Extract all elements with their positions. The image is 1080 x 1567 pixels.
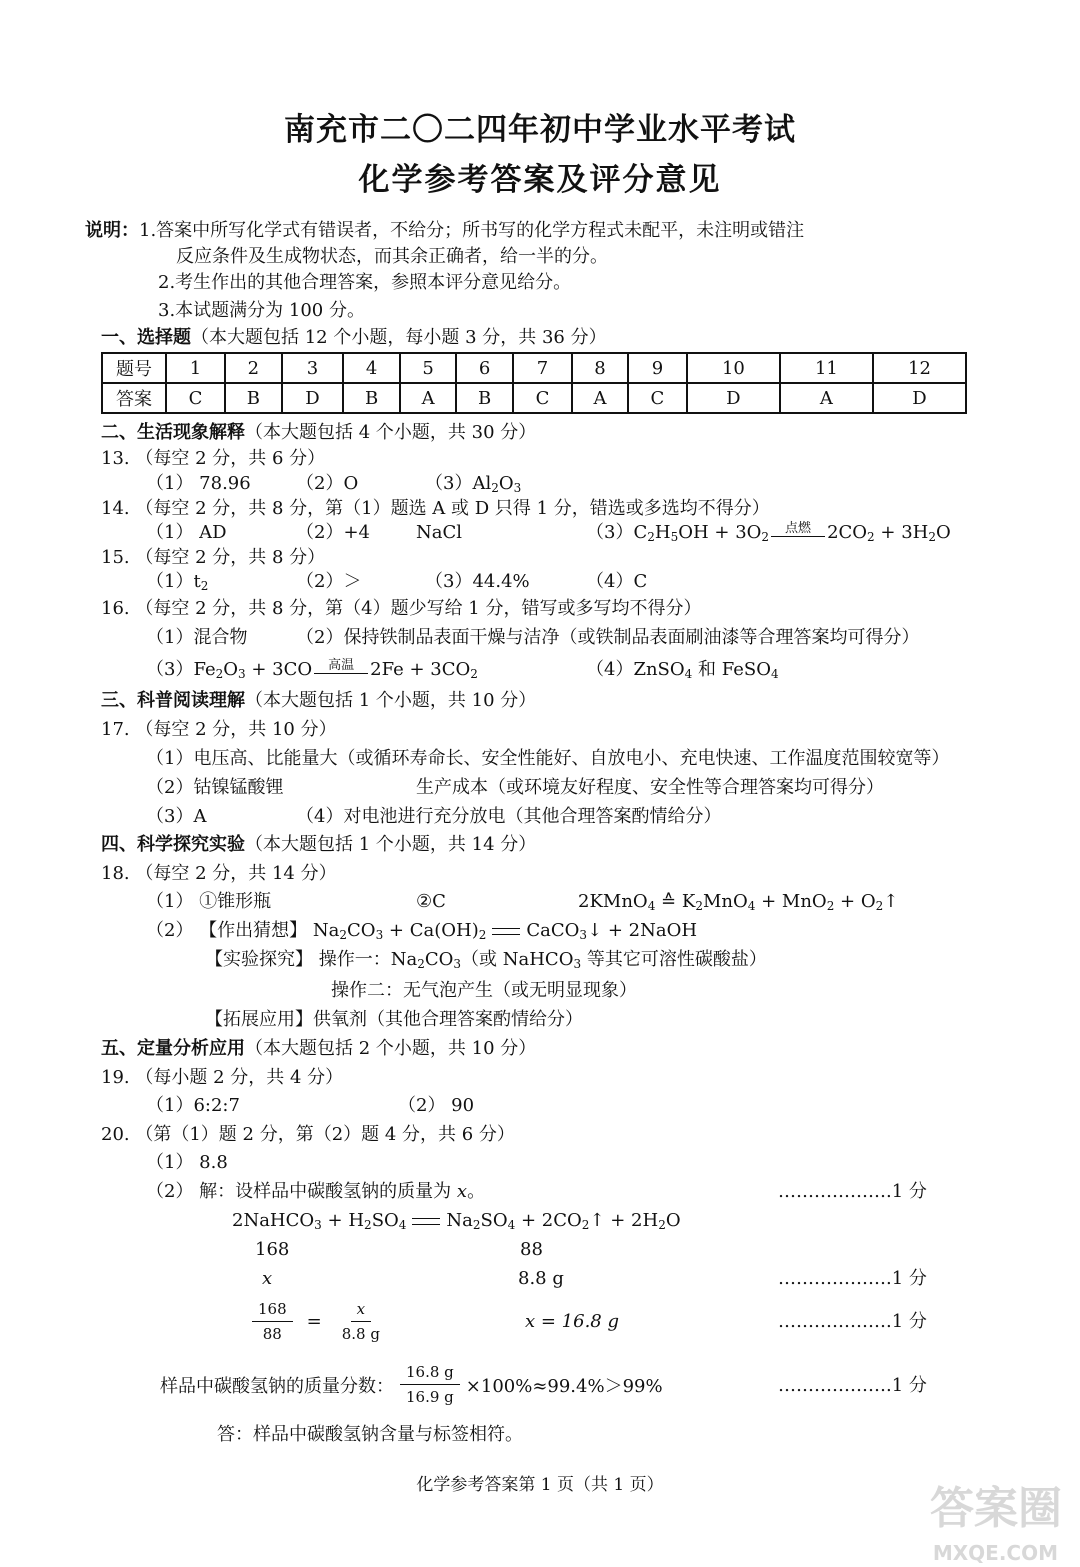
equals-sign	[492, 928, 520, 935]
score-2: ……………….1 分	[778, 1268, 927, 1289]
q19-a1: （1）6:2:7	[146, 1095, 240, 1116]
section-1-title: 一、选择题	[101, 327, 191, 348]
q19-a2: （2） 90	[398, 1095, 475, 1116]
table-cell: B	[225, 383, 282, 413]
q14-head: 14. （每空 2 分，共 8 分，第（1）题选 A 或 D 只得 1 分，错选或多选均不得分）	[101, 498, 770, 519]
title-main: 南充市二〇二四年初中学业水平考试	[284, 112, 796, 148]
section-5-desc: （本大题包括 2 个小题，共 10 分）	[245, 1038, 537, 1059]
q13-a2: （2）O	[296, 473, 359, 494]
proportion	[252, 1300, 386, 1343]
q18-a2: （2） 【作出猜想】 $Na_2CO_3 + Ca(OH)_2$ CaCO$_3$↓ + 2NaOH	[146, 920, 698, 942]
q16-a1: （1）混合物	[146, 627, 248, 648]
score-4: ……………….1 分	[778, 1375, 927, 1396]
section-5-heading	[101, 1038, 536, 1060]
q18-a1b: ②C	[416, 891, 446, 912]
table-cell: 4	[343, 353, 400, 383]
notes-block	[85, 220, 804, 242]
table-cell: 3	[282, 353, 343, 383]
condition-arrow: 高温	[314, 659, 368, 674]
q17-a4: （4）对电池进行充分放电（其他合理答案酌情给分）	[296, 806, 722, 827]
section-1-desc: （本大题包括 12 个小题，每小题 3 分，共 36 分）	[191, 327, 607, 348]
table-cell: D	[873, 383, 966, 413]
q15-a1: $(1)t_2$	[146, 571, 209, 593]
notes-label: 说明：	[85, 220, 139, 241]
table-header-answer: 答案	[102, 383, 166, 413]
table-cell: C	[628, 383, 687, 413]
q15-a3: （3）44.4%	[425, 571, 530, 592]
table-cell: 9	[628, 353, 687, 383]
q15-a2: （2）＞	[296, 571, 362, 592]
table-cell: C	[166, 383, 225, 413]
section-2-heading	[101, 422, 536, 444]
mass-88g: 8.8 g	[518, 1268, 564, 1289]
molar-168: 168	[255, 1239, 290, 1260]
answer-table	[101, 352, 967, 414]
score-3: ……………….1 分	[778, 1311, 927, 1332]
table-cell: D	[282, 383, 343, 413]
section-4-title: 四、科学探究实验	[101, 834, 245, 855]
note-3: 3.本试题满分为 100 分。	[158, 300, 365, 321]
q14-a2: （2）+4	[296, 522, 370, 543]
table-cell: C	[513, 383, 572, 413]
score-1: ……………….1 分	[778, 1181, 927, 1202]
table-cell: 2	[225, 353, 282, 383]
mass-fraction-line	[160, 1363, 663, 1406]
q16-a2: （2）保持铁制品表面干燥与洁净（或铁制品表面刷油漆等合理答案均可得分）	[296, 627, 920, 648]
section-2-title: 二、生活现象解释	[101, 422, 245, 443]
section-3-heading	[101, 690, 536, 712]
q16-a3: $(3)Fe_2O_3 + 3CO$ 高温 $2Fe + 3CO_2$	[146, 657, 478, 681]
q17-a3: （3）A	[146, 806, 207, 827]
note-1b: 反应条件及生成物状态，而其余正确者，给一半的分。	[176, 246, 608, 267]
table-cell: 12	[873, 353, 966, 383]
table-cell: A	[400, 383, 456, 413]
mass-fraction-result: ×100%≈99.4%＞99%	[465, 1375, 663, 1397]
section-5-title: 五、定量分析应用	[101, 1038, 245, 1059]
table-cell: 6	[456, 353, 513, 383]
q17-a2b: 生产成本（或环境友好程度、安全性等合理答案均可得分）	[416, 777, 884, 798]
q14-a1: （1） AD	[146, 522, 227, 543]
q18-a1: （1） ①锥形瓶	[146, 891, 272, 912]
equals: =	[306, 1311, 322, 1332]
fraction-3: $\frac{16.8 g}{16.9 g}$	[400, 1363, 460, 1406]
page-footer: 化学参考答案第 1 页（共 1 页）	[416, 1475, 664, 1495]
q17-a1: （1）电压高、比能量大（或循环寿命长、安全性能好、自放电小、充电快速、工作温度范围较宽等）	[146, 748, 950, 769]
section-4-desc: （本大题包括 1 个小题，共 14 分）	[245, 834, 537, 855]
q20-a1: （1） 8.8	[146, 1152, 228, 1173]
q16-head: 16. （每空 2 分，共 8 分，第（4）题少写给 1 分，错写或多写均不得分）	[101, 598, 702, 619]
section-3-desc: （本大题包括 1 个小题，共 10 分）	[245, 690, 537, 711]
table-cell: 5	[400, 353, 456, 383]
mass-x: x	[262, 1268, 273, 1289]
q13-head: 13. （每空 2 分，共 6 分）	[101, 448, 326, 469]
q18-a4: 操作二：无气泡产生（或无明显现象）	[331, 980, 637, 1001]
table-cell: A	[780, 383, 873, 413]
table-cell: 7	[513, 353, 572, 383]
q14-a3: $(3)C_2H_5OH + 3O_2$ 点燃 $2CO_2 + 3H_2O$	[586, 520, 951, 544]
q20-head: 20. （第（1）题 2 分，第（2）题 4 分，共 6 分）	[101, 1124, 515, 1145]
section-2-desc: （本大题包括 4 个小题，共 30 分）	[245, 422, 537, 443]
q13-a1: （1） 78.96	[146, 473, 251, 494]
title-sub: 化学参考答案及评分意见	[358, 162, 722, 198]
q15-a4: （4）C	[586, 571, 648, 592]
q18-a3: 【实验探究】 操作一：$Na_2CO_3$（或 NaHCO$_3$ 等其它可溶性碳酸盐）	[205, 949, 767, 971]
mass-fraction-label: 样品中碳酸氢钠的质量分数：	[160, 1375, 394, 1397]
fraction-2: $\frac{x}{8.8 g}$	[341, 1300, 380, 1343]
q18-a1-equation: 2KMnO$_4$ ≙ $K_2MnO_4 + MnO_2$ + $O_2↑$	[578, 891, 899, 913]
table-cell: B	[343, 383, 400, 413]
section-1-heading	[101, 327, 607, 349]
equals-sign	[412, 1218, 440, 1225]
q15-head: 15. （每空 2 分，共 8 分）	[101, 547, 326, 568]
note-2: 2.考生作出的其他合理答案，参照本评分意见给分。	[158, 272, 572, 293]
molar-88: 88	[520, 1239, 543, 1260]
table-cell: B	[456, 383, 513, 413]
table-row-answers	[102, 383, 966, 413]
section-3-title: 三、科普阅读理解	[101, 690, 245, 711]
q17-head: 17. （每空 2 分，共 10 分）	[101, 719, 337, 740]
q18-a5: 【拓展应用】供氧剂（其他合理答案酌情给分）	[205, 1009, 583, 1030]
q16-a4: （4）ZnSO$_4$ 和 FeSO$_4$	[586, 659, 779, 681]
condition-arrow: 点燃	[771, 522, 825, 537]
x-result: x = 16.8 g	[525, 1311, 619, 1332]
watermark-url: MXQE.COM	[932, 1541, 1058, 1565]
note-1a: 1.答案中所写化学式有错误者，不给分；所书写的化学方程式未配平，未注明或错注	[139, 220, 805, 241]
table-cell: A	[572, 383, 628, 413]
table-cell: 8	[572, 353, 628, 383]
table-cell: 1	[166, 353, 225, 383]
conclusion: 答：样品中碳酸氢钠含量与标签相符。	[217, 1424, 523, 1445]
section-4-heading	[101, 834, 536, 856]
fraction-1: $\frac{168}{88}$	[252, 1300, 293, 1343]
table-cell: D	[687, 383, 780, 413]
table-cell: 10	[687, 353, 780, 383]
q14-a2b: NaCl	[416, 522, 463, 543]
q19-head: 19. （每小题 2 分，共 4 分）	[101, 1067, 344, 1088]
q13-a3: $(3)Al_2O_3$	[425, 473, 522, 495]
q20-equation: 2NaHCO$_3$ + $H_2SO_4$ $Na_2SO_4$ + $2CO_2↑ + 2H_2O$	[232, 1210, 681, 1232]
table-row-numbers	[102, 353, 966, 383]
q17-a2: （2）钴镍锰酸锂	[146, 777, 284, 798]
watermark-logo: 答案圈	[930, 1483, 1062, 1534]
table-header-number: 题号	[102, 353, 166, 383]
q18-head: 18. （每空 2 分，共 14 分）	[101, 863, 337, 884]
q20-a2: （2） 解：设样品中碳酸氢钠的质量为 x。	[146, 1181, 486, 1202]
table-cell: 11	[780, 353, 873, 383]
